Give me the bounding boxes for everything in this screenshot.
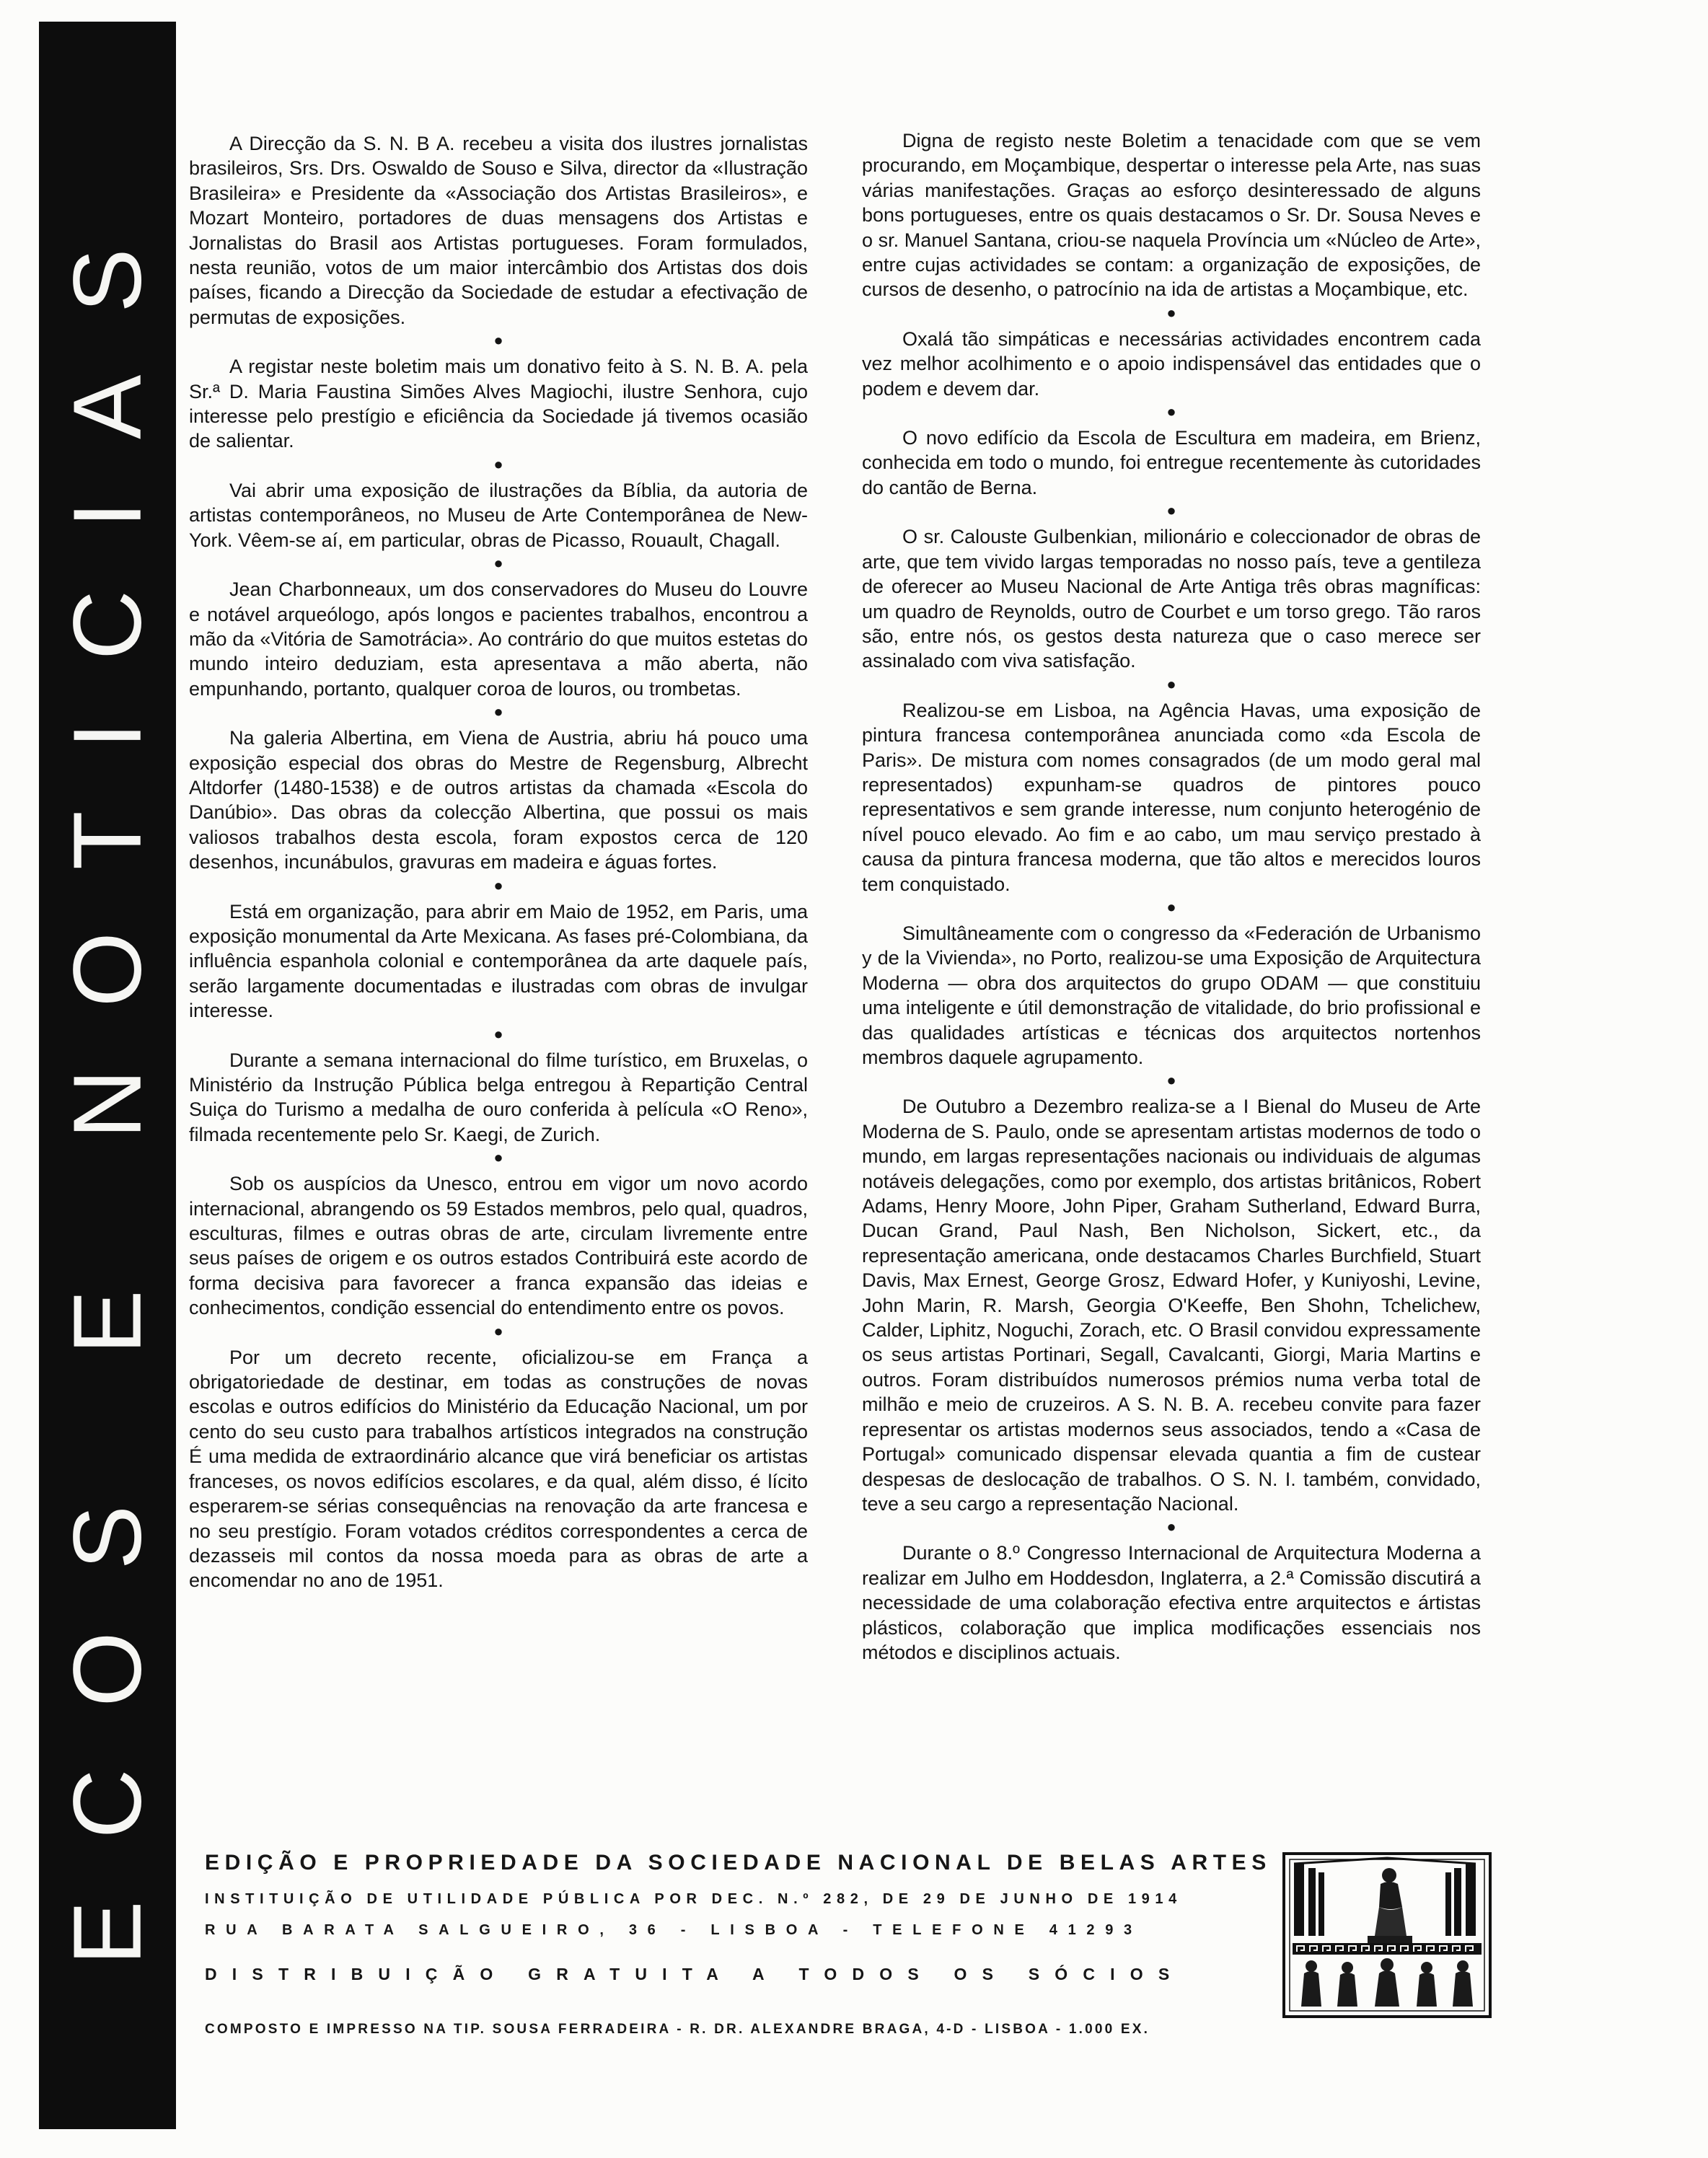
news-item: Está em organização, para abrir em Maio de 1952, em Paris, uma exposição monumental da Arte Mexicana. As fases pré-Colombiana, da influência espanhola colonial e contemporânea da arte daquele país, serão largamente documentadas e ilustradas com obras de invulgar interesse. <box>189 900 808 1022</box>
printer-line: COMPOSTO E IMPRESSO NA TIP. SOUSA FERRADEIRA - R. DR. ALEXANDRE BRAGA, 4-D - LISBOA - 1.000 EX. <box>205 2022 1150 2037</box>
bullet-separator: ● <box>493 331 503 350</box>
news-item: Simultâneamente com o congresso da «Federación de Urbanismo y de la Vivienda», no Porto, realizou-se uma Exposição de Arquitectura Moderna — obra dos arquitectos do grupo ODAM — que constituiu uma inteligente e útil demonstração de vitalidade, do brio profissional e das qualidades artísticas e técnicas dos arquitectos nortenhos membros daquele agrupamento. <box>862 922 1481 1068</box>
bullet-separator: ● <box>493 554 503 573</box>
society-emblem-engraving <box>1282 1852 1492 2018</box>
publisher-line: EDIÇÃO E PROPRIEDADE DA SOCIEDADE NACIONAL DE BELAS ARTES <box>205 1851 1272 1875</box>
news-item: Sob os auspícios da Unesco, entrou em vigor um novo acordo internacional, abrangendo os 59 Estados membros, pelo qual, quadros, esculturas, filmes e outras obras de arte, circulam livremente entre seus países de origem e os outros estados Contribuirá este acordo de forma decisiva para favorecer a franca expansão das ideias e conhecimentos, condição essencial do entendimento entre os povos. <box>189 1173 808 1319</box>
bullet-separator: ● <box>493 1148 503 1167</box>
news-item: A Direcção da S. N. B A. recebeu a visita dos ilustres jornalistas brasileiros, Srs. Drs. Oswaldo de Souso e Silva, director da «Ilustração Brasileira» e Presidente da «Associação dos Artistas Brasileiros», e Mozart Monteiro, portadores de duas mensagens dos Artistas e Jornalistas do Brasil aos Artistas portugueses. Foram formulados, nesta reunião, votos de um maior intercâmbio dos Artistas dos dois países, ficando a Direcção da Sociedade de estudar a efectivação de permutas de exposições. <box>189 133 808 328</box>
institution-line: INSTITUIÇÃO DE UTILIDADE PÚBLICA POR DEC. N.º 282, DE 29 DE JUNHO DE 1914 <box>205 1891 1182 1907</box>
section-title: ECOS E NOTICIAS <box>53 185 162 1965</box>
bullet-separator: ● <box>493 1024 503 1043</box>
bullet-separator: ● <box>1166 1071 1176 1090</box>
news-item: Durante a semana internacional do filme turístico, em Bruxelas, o Ministério da Instrução Pública belga entregou à Repartição Central Suiça do Turismo a medalha de ouro conferida à película «O Reno», filmada recentemente pelo Sr. Kaegi, de Zurich. <box>189 1049 808 1145</box>
news-item: Durante o 8.º Congresso Internacional de Arquitectura Moderna a realizar em Julho em Hoddesdon, Inglaterra, a 2.ª Comissão discutirá a necessidade de uma colaboração efectiva entre arquitectos e ártistas plásticos, colaboração que implica modificações essenciais nos métodos e disciplinos actuais. <box>862 1542 1481 1663</box>
bullet-separator: ● <box>493 454 503 473</box>
news-item: O sr. Calouste Gulbenkian, milionário e coleccionador de obras de arte, que tem vivido largas temporadas no nosso país, teve a gentileza de oferecer ao Museu Nacional de Arte Antiga três obras magníficas: um quadro de Reynolds, outro de Courbet e um torso grego. Tão raros são, entre nós, os gestos desta natureza que o caso merece ser assinalado com viva satisfação. <box>862 526 1481 672</box>
colophon <box>205 1851 1272 2038</box>
bullet-separator: ● <box>1166 674 1176 693</box>
bullet-separator: ● <box>493 703 503 721</box>
bullet-separator: ● <box>1166 897 1176 916</box>
side-title-band <box>39 22 176 2129</box>
news-item: A registar neste boletim mais um donativo feito à S. N. B. A. pela Sr.ª D. Maria Faustina Simões Alves Magiochi, ilustre Senhora, cujo interesse pelo prestígio e eficiência da Sociedade já tivemos ocasião de salientar. <box>189 356 808 452</box>
news-column-right <box>862 128 1481 1665</box>
news-item: O novo edifício da Escola de Escultura em madeira, em Brienz, conhecida em todo o mundo, foi entregue recentemente às cutoridades do cantão de Berna. <box>862 427 1481 498</box>
bullet-separator: ● <box>1166 501 1176 520</box>
news-column-left <box>189 131 808 1593</box>
news-item: Realizou-se em Lisboa, na Agência Havas, uma exposição de pintura francesa contemporânea anunciada como «da Escola de Paris». De mistura com nomes consagrados (de um modo geral mal representados) expunham-se quadros de pintores pouco representativos e sem grande interesse, num conjunto heterogénio de nível pouco elevado. Ao fim e ao cabo, um mau serviço prestado à causa da pintura francesa moderna, que tão altos e merecidos louros tem conquistado. <box>862 699 1481 895</box>
address-line: RUA BARATA SALGUEIRO, 36 - LISBOA - TELEFONE 41293 <box>205 1922 1143 1938</box>
news-item: De Outubro a Dezembro realiza-se a I Bienal do Museu de Arte Moderna de S. Paulo, onde se apresentam artistas modernos de todo o mundo, em largas representações nacionais ou individuais de algumas notáveis delegações, como por exemplo, dos artistas britânicos, Robert Adams, Henry Moore, John Piper, Graham Sutherland, Edward Burra, Ducan Grand, Paul Nash, Ben Nicholson, Sickert, etc., da representação americana, onde destacamos Charles Burchfield, Stuart Davis, Max Ernest, George Grosz, Edward Hofer, y Kuniyoshi, Levine, John Marin, R. Marsh, Georgia O'Keeffe, Ben Shohn, Tchelichew, Calder, Liphitz, Noguchi, Zorach, etc. O Brasil convidou expressamente os seus artistas Portinari, Segall, Cavalcanti, Giorgi, Maria Martins e outros. Foram distribuídos numerosos prémios numa verba total de milhão e meio de cruzeiros. A S. N. B. A. recebeu convite para fazer representar os artistas modernos seus associados, tendo a «Casa de Portugal» comunicado dispensar elevada quantia a fim de custear despesas de deslocação de trabalhos. O S. N. I. também, convidado, teve a seu cargo a representação Nacional. <box>862 1096 1481 1515</box>
bullet-separator: ● <box>493 876 503 894</box>
bullet-separator: ● <box>1166 1518 1176 1536</box>
news-item: Oxalá tão simpáticas e necessárias actividades encontrem cada vez melhor acolhimento e o apoio indispensável das entidades que o podem e devem dar. <box>862 327 1481 400</box>
distribution-line: DISTRIBUIÇÃO GRATUITA A TODOS OS SÓCIOS <box>205 1965 1185 1983</box>
news-item: Por um decreto recente, oficializou-se em França a obrigatoriedade de destinar, em todas as construções de novas escolas e outros edifícios do Ministério da Educação Nacional, um por cento do seu custo para trabalhos artísticos integrados na construção É uma medida de extraordinário alcance que virá beneficiar os artistas franceses, os novos edifícios escolares, e da qual, além disso, é lícito esperarem-se sérias consequências na renovação da arte francesa e no seu prestígio. Foram votados créditos correspondentes a cerca de dezasseis mil contos da nossa moeda para as obras de arte a encomendar no ano de 1951. <box>189 1346 808 1592</box>
bullet-separator: ● <box>1166 303 1176 322</box>
bullet-separator: ● <box>1166 402 1176 421</box>
news-item: Jean Charbonneaux, um dos conservadores do Museu do Louvre e notável arqueólogo, após longos e pacientes trabalhos, encontrou a mão da «Vitória de Samotrácia». Ao contrário do que muitos estetas do mundo inteiro deduziam, esta apresentava a mão aberta, não empunhando, portanto, qualquer coroa de louros, ou trombetas. <box>189 578 808 700</box>
news-item: Vai abrir uma exposição de ilustrações da Bíblia, da autoria de artistas contemporâneos, no Museu de Arte Contemporânea de New-York. Vêem-se aí, em particular, obras de Picasso, Rouault, Chagall. <box>189 479 808 551</box>
news-item: Digna de registo neste Boletim a tenacidade com que se vem procurando, em Moçambique, despertar o interesse pela Arte, nas suas várias manifestações. Graças ao esforço desinteressado de alguns bons portugueses, entre os quais destacamos o Sr. Dr. Sousa Neves e o sr. Manuel Santana, criou-se naquela Província um «Núcleo de Arte», entre cujas actividades se contam: a organização de exposições, de cursos de desenho, o patrocínio na ida de artistas a Moçambique, etc. <box>862 130 1481 301</box>
bullet-separator: ● <box>493 1321 503 1340</box>
news-item: Na galeria Albertina, em Viena de Austria, abriu há pouco uma exposição especial dos obras do Mestre de Regensburg, Albrecht Altdorfer (1480-1538) e de outros artistas da chamada «Escola do Danúbio». Das obras da colecção Albertina, que possui os mais valiosos trabalhos desta escola, foram expostos cerca de 120 desenhos, incunábulos, gravuras em madeira e águas fortes. <box>189 727 808 873</box>
